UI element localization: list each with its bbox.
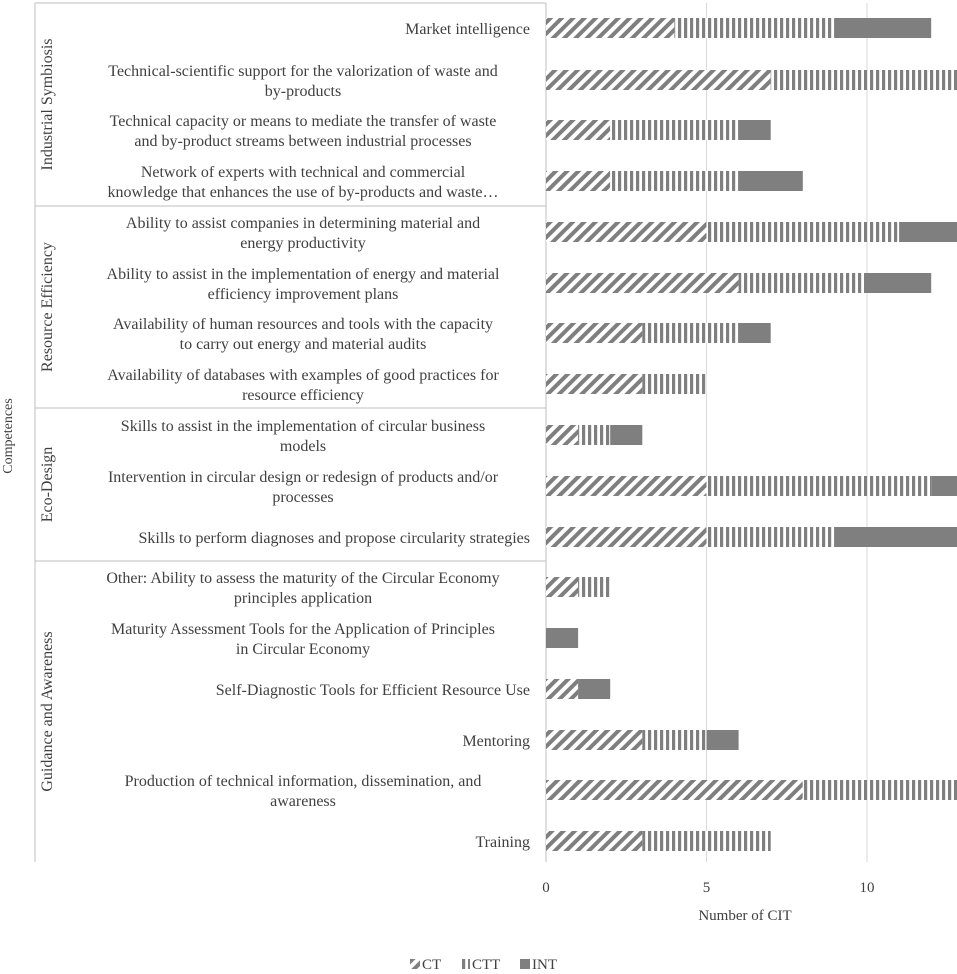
category-label: Market intelligence: [405, 21, 530, 38]
bar-ct: [546, 120, 610, 140]
bar-ct: [546, 70, 771, 90]
bar-int: [739, 171, 803, 191]
x-tick-label: 10: [859, 880, 875, 896]
bar-ctt: [803, 780, 957, 800]
category-label: Production of technical information, dissemination, and awareness: [124, 773, 482, 810]
bar-int: [931, 476, 957, 496]
category-label: Network of experts with technical and commercial knowledge that enhances the use of by-products and waste…: [107, 164, 499, 201]
bar-ct: [546, 831, 642, 851]
legend-label: CTT: [472, 957, 501, 973]
bar-int: [578, 679, 610, 699]
category-label: Other: Ability to assess the maturity of the Circular Economy principles application: [106, 570, 500, 607]
bar-int: [835, 527, 957, 547]
bar-ct: [546, 730, 642, 750]
category-label: Mentoring: [462, 733, 530, 750]
bar-ct: [546, 577, 578, 597]
bar-ct: [546, 476, 707, 496]
bar-ct: [546, 273, 739, 293]
bar-int: [707, 730, 739, 750]
bar-ct: [546, 171, 610, 191]
bar-ct: [546, 780, 803, 800]
category-labels: [106, 21, 530, 851]
bar-ct: [546, 679, 578, 699]
legend-label: INT: [532, 957, 557, 973]
bar-ctt: [707, 222, 900, 242]
x-tick-label: 5: [702, 880, 711, 896]
category-label: Ability to assist companies in determining material and energy productivity: [125, 215, 481, 252]
x-tick-label: 0: [542, 880, 550, 896]
group-label: Resource Efficiency: [39, 242, 56, 372]
x-tick-labels: [542, 880, 957, 896]
category-label: Skills to assist in the implementation of circular business models: [120, 418, 486, 455]
bar-ctt: [610, 120, 738, 140]
bar-int: [835, 18, 931, 38]
bar-ctt: [642, 730, 706, 750]
group-label: Eco-Design: [39, 446, 56, 523]
bar-ct: [546, 323, 642, 343]
bar-int: [610, 425, 642, 445]
x-axis-title: Number of CIT: [698, 908, 792, 924]
bar-ctt: [578, 425, 610, 445]
bar-ct: [546, 527, 707, 547]
category-label: Technical-scientific support for the valorization of waste and by-products: [108, 63, 498, 100]
legend-swatch-ctt: [460, 959, 470, 969]
category-label: Technical capacity or means to mediate the transfer of waste and by-product streams between industrial processes: [109, 113, 497, 150]
category-label: Availability of human resources and tools with the capacity to carry out energy and material audits: [112, 316, 494, 353]
bar-ctt: [739, 273, 867, 293]
bar-ctt: [642, 374, 706, 394]
category-label: Intervention in circular design or redesign of products and/or processes: [107, 469, 499, 506]
category-label: Self-Diagnostic Tools for Efficient Resource Use: [215, 682, 530, 699]
category-label: Skills to perform diagnoses and propose circularity strategies: [138, 530, 530, 547]
legend-label: CT: [422, 957, 442, 973]
bar-ct: [546, 18, 674, 38]
group-labels: [39, 38, 56, 791]
bar-ct: [546, 374, 642, 394]
bar-ctt: [771, 70, 957, 90]
bar-ctt: [610, 171, 738, 191]
category-label: Maturity Assessment Tools for the Application of Principles in Circular Economy: [111, 621, 495, 658]
bars: [546, 18, 957, 851]
bar-int: [899, 222, 957, 242]
bar-ctt: [642, 323, 738, 343]
bar-ct: [546, 425, 578, 445]
group-label: Industrial Symbiosis: [39, 38, 56, 171]
bar-int: [546, 628, 578, 648]
bar-ctt: [707, 476, 932, 496]
bar-ctt: [642, 831, 770, 851]
bar-int: [867, 273, 931, 293]
group-label: Guidance and Awareness: [39, 631, 56, 792]
bar-int: [739, 323, 771, 343]
category-label: Availability of databases with examples of good practices for resource efficiency: [107, 367, 499, 404]
y-axis-title: Competences: [1, 398, 16, 474]
legend-swatch-int: [520, 959, 530, 969]
bar-ct: [546, 222, 707, 242]
category-label: Training: [475, 834, 530, 851]
bar-ctt: [578, 577, 610, 597]
bar-ctt: [707, 527, 835, 547]
category-label: Ability to assist in the implementation of energy and material efficiency improvement plans: [106, 266, 500, 303]
legend: [410, 957, 557, 973]
bar-ctt: [674, 18, 835, 38]
legend-swatch-ct: [410, 959, 420, 969]
bar-int: [739, 120, 771, 140]
